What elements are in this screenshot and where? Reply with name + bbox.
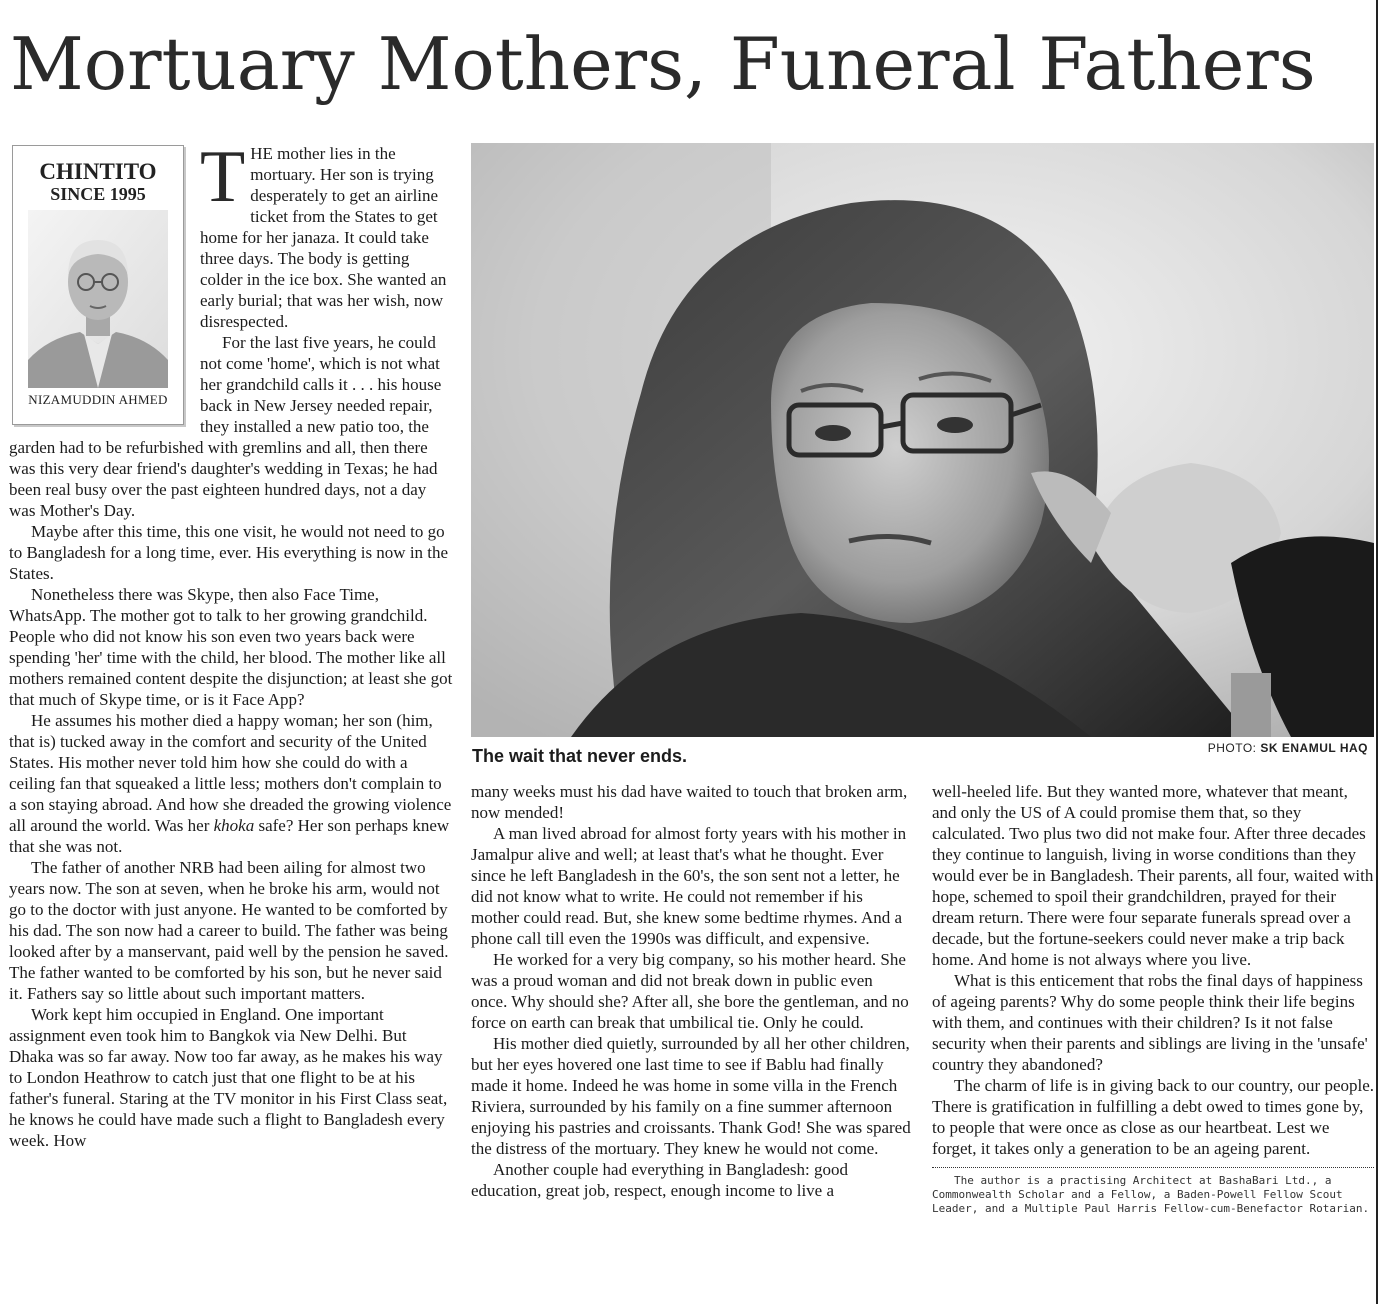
paragraph-11-continued: well-heeled life. But they wanted more, whatever that meant, and only the US of A could promise them that, so they calculated. Two plus two did not make four. After three decades they continue to languish, living in worse conditions than they would ever be in Bangladesh. Their parents, all four, waited with hope, schemed to spoil their grandchildren, prayed for their dream return. There were four separate funerals spread over a decade, but the fortune-seekers could never make a trip back home. And home is not always where you live. [932, 782, 1374, 969]
author-note: The author is a practising Architect at BashaBari Ltd., a Commonwealth Scholar and a Fellow, a Baden-Powell Fellow Scout Leader, and a Multiple Paul Harris Fellow-cum-Benefactor Rotarian. [932, 1174, 1370, 1215]
article-column-2 [471, 781, 912, 1201]
paragraph-10: His mother died quietly, surrounded by all her other children, but her eyes hovered one last time to see if Bablu had finally made it home. Indeed he was home in some villa in the French Riviera, surrounded by his family on a fine summer afternoon enjoying his pastries and croissants. Thank God! She was spared the distress of the mortuary. They knew he would not come. [471, 1034, 911, 1158]
paragraph-1: THE mother lies in the mortuary. Her son is trying desperately to get an airline ticket from the States to get home for her janaza. It could take three days. The body is getting colder in the ice box. She wanted an early burial; that was her wish, now disrespected. [200, 136, 447, 331]
paragraph-8: A man lived abroad for almost forty years with his mother in Jamalpur alive and well; at least that's what he thought. Ever since he left Bangladesh in the 60's, the son sent not a letter, he did not know what to write. He could not remember if his mother could read. But, she knew some bedtime rhymes. And a phone call till even the 1990s was difficult, and expensive. [471, 824, 907, 948]
paragraph-7-continued: many weeks must his dad have waited to touch that broken arm, now mended! [471, 782, 908, 822]
article-column-3 [932, 781, 1374, 1216]
column-since: SINCE 1995 [50, 184, 146, 204]
headline: Mortuary Mothers, Funeral Fathers [10, 22, 1316, 106]
paragraph-13: The charm of life is in giving back to our country, our people. There is gratification in fulfilling a debt owed to times gone by, to people that were once as close as our heartbeat. Lest we forget, it takes only a generation to be an ageing parent. [932, 1076, 1375, 1158]
paragraph-5: He assumes his mother died a happy woman; her son (him, that is) tucked away in the comfort and security of the United States. His mother never told him how she could do with a ceiling fan that squeaked a little less; mothers don't complain to a son staying abroad. And how she dreaded the growing violence all around the world. Was her khoka safe? Her son perhaps knew that she was not. [9, 711, 452, 856]
column-name: CHINTITO [39, 159, 157, 184]
paragraph-11: Another couple had everything in Bangladesh: good education, great job, respect, enough income to live a [471, 1160, 849, 1200]
drop-cap: T [200, 136, 246, 218]
paragraph-6: The father of another NRB had been ailing for almost two years now. The son at seven, when he broke his arm, would not go to the doctor with just anyone. He wanted to be comforted by his dad. The son now had a career to build. The father was being looked after by a manservant, paid well by the pension he saved. The father wanted to be comforted by his son, but he never said it. Fathers say so little about such important matters. [9, 858, 449, 1003]
paragraph-3: Maybe after this time, this one visit, he would not need to go to Bangladesh for a long time, ever. His everything is now in the States. [9, 522, 449, 583]
paragraph-2: For the last five years, he could not come 'home', which is not what her grandchild calls it . . . his house back in New Jersey needed repair, they installed a new patio too, the garden had to be refurbished with gremlins and all, then there was this very dear friend's daughter's wedding in Texas; he had been real busy over the past eighteen hundred days, not a day was Mother's Day. [9, 333, 442, 520]
columnist-box [12, 145, 184, 425]
paragraph-9: He worked for a very big company, so his mother heard. She was a proud woman and did not break down in public even once. Why should she? After all, she bore the gentleman, and no force on earth can break that umbilical tie. Only he could. [471, 950, 909, 1032]
paragraph-4: Nonetheless there was Skype, then also Face Time, WhatsApp. The mother got to talk to her growing grandchild. People who did not know his son even two years back were spending 'her' time with the child, her blood. The mother like all mothers remained content despite the disjunction; at least she got that much of Skype time, or is it Face App? [9, 585, 453, 709]
photo-credit: PHOTO: SK ENAMUL HAQ [1207, 741, 1368, 755]
note-divider [932, 1167, 1374, 1168]
paragraph-7: Work kept him occupied in England. One important assignment even took him to Bangkok via New Delhi. But Dhaka was so far away. Now too far away, as he makes his way to London Heathrow to catch just that one flight to be at his father's funeral. Staring at the TV monitor in his First Class seat, he knows he could have made such a flight to Bangladesh every week. How [9, 1005, 448, 1150]
photo-caption: The wait that never ends. [472, 746, 688, 766]
article-photo [471, 143, 1374, 737]
author-name: NIZAMUDDIN AHMED [28, 392, 168, 407]
paragraph-12: What is this enticement that robs the final days of happiness of ageing parents? Why do some people think their life begins with them, and continues with their children? Is it not false security when their parents and siblings are living in the 'unsafe' country they abandoned? [932, 971, 1368, 1074]
page-edge-rule [1376, 0, 1382, 1304]
article-column-1 [9, 136, 453, 1151]
author-portrait [28, 210, 168, 388]
